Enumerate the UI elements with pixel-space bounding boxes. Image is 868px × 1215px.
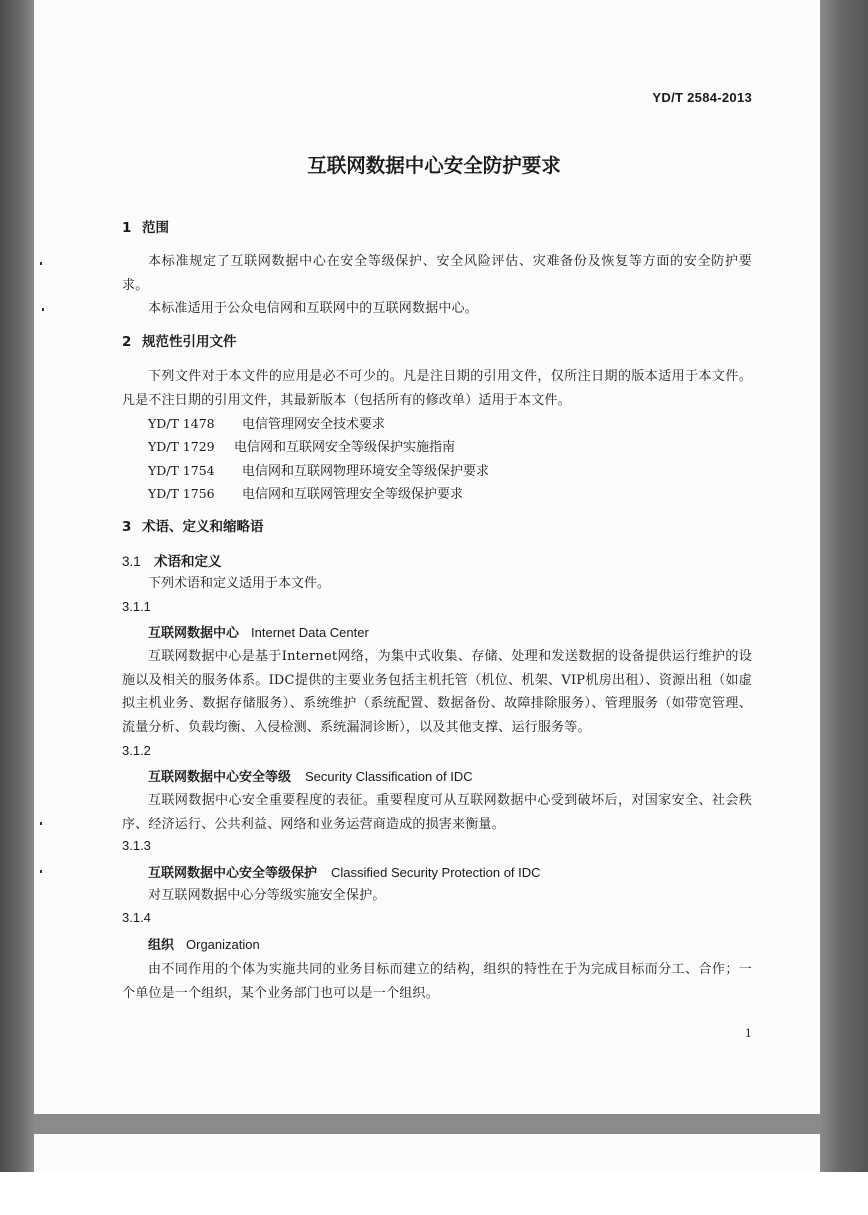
- reference-code: YD/T 1729: [148, 439, 215, 454]
- reference-code: YD/T 1756: [148, 486, 215, 501]
- page-number: 1: [745, 1025, 752, 1040]
- section-number: 3: [122, 519, 132, 535]
- term-zh: 互联网数据中心: [148, 626, 240, 641]
- paragraph: 下列文件对于本文件的应用是必不可少的。凡是注日期的引用文件，仅所注日期的版本适用于本文件。凡是不注日期的引用文件，其最新版本（包括所有的修改单）适用于本文件。: [122, 369, 752, 408]
- term-definition: 互联网数据中心是基于Internet网络，为集中式收集、存储、处理和发送数据的设备提供运行维护的设施以及相关的服务体系。IDC提供的主要业务包括主机托管（机位、机架、VIP机房出租）、资源出租（如虚拟主机业务、数据存储服务）、系统维护（系统配置、数据备份、故障排除服务）、管理服务（如带宽管理、流量分析、负载均衡、入侵检测、系统漏洞诊断），以及其他支撑、运行服务等。: [122, 649, 752, 735]
- term-heading: [148, 766, 473, 785]
- term-en: Internet Data Center: [251, 625, 369, 640]
- subsection-number: 3.1: [122, 554, 141, 569]
- term-en: Organization: [186, 937, 260, 952]
- paragraph: 下列术语和定义适用于本文件。: [148, 576, 331, 591]
- reference-item: [148, 435, 455, 460]
- scan-speck: [42, 308, 44, 311]
- standard-code: YD/T 2584-2013: [652, 90, 752, 105]
- reference-title: 电信网和互联网管理安全等级保护要求: [242, 487, 464, 502]
- section-title: 范围: [142, 220, 169, 236]
- section-number: 1: [122, 220, 132, 236]
- term-zh: 互联网数据中心安全等级: [148, 770, 292, 785]
- document-title: 互联网数据中心安全防护要求: [307, 154, 561, 177]
- scan-speck: [40, 870, 42, 873]
- term-definition: 对互联网数据中心分等级实施安全保护。: [148, 888, 386, 903]
- term-number: 3.1.4: [122, 910, 151, 925]
- term-en: Security Classification of IDC: [305, 769, 473, 784]
- term-heading: [148, 862, 541, 881]
- reference-title: 电信网和互联网安全等级保护实施指南: [234, 440, 456, 455]
- section-title: 术语、定义和缩略语: [142, 519, 264, 535]
- term-definition: 互联网数据中心安全重要程度的表征。重要程度可从互联网数据中心受到破坏后，对国家安全、社会秩序、经济运行、公共利益、网络和业务运营商造成的损害来衡量。: [122, 793, 752, 832]
- reference-item: [148, 482, 463, 507]
- term-number: 3.1.3: [122, 838, 151, 853]
- reference-item: [148, 459, 489, 484]
- paragraph: 本标准规定了互联网数据中心在安全等级保护、安全风险评估、灾难备份及恢复等方面的安全防护要求。: [122, 254, 752, 293]
- reference-code: YD/T 1478: [148, 416, 215, 431]
- reference-code: YD/T 1754: [148, 463, 215, 478]
- term-heading: [148, 934, 260, 953]
- section-title: 规范性引用文件: [142, 334, 237, 350]
- bottom-margin: [0, 1172, 868, 1215]
- paragraph: 本标准适用于公众电信网和互联网中的互联网数据中心。: [148, 301, 479, 316]
- section-3-heading: [122, 515, 264, 535]
- scan-speck: [40, 262, 42, 265]
- section-1-heading: [122, 216, 169, 236]
- reference-item: [148, 412, 385, 437]
- term-zh: 组织: [148, 938, 175, 953]
- term-en: Classified Security Protection of IDC: [331, 865, 541, 880]
- term-zh: 互联网数据中心安全等级保护: [148, 866, 318, 881]
- reference-title: 电信管理网安全技术要求: [242, 417, 386, 432]
- reference-title: 电信网和互联网物理环境安全等级保护要求: [242, 464, 490, 479]
- term-definition: 由不同作用的个体为实施共同的业务目标而建立的结构，组织的特性在于为完成目标而分工、合作；一个单位是一个组织，某个业务部门也可以是一个组织。: [122, 962, 752, 1001]
- term-number: 3.1.2: [122, 743, 151, 758]
- subsection-heading: [122, 550, 222, 570]
- section-2-heading: [122, 330, 237, 350]
- term-heading: [148, 622, 369, 641]
- section-number: 2: [122, 334, 132, 350]
- scan-speck: [40, 822, 42, 825]
- term-number: 3.1.1: [122, 599, 151, 614]
- subsection-title: 术语和定义: [154, 554, 222, 570]
